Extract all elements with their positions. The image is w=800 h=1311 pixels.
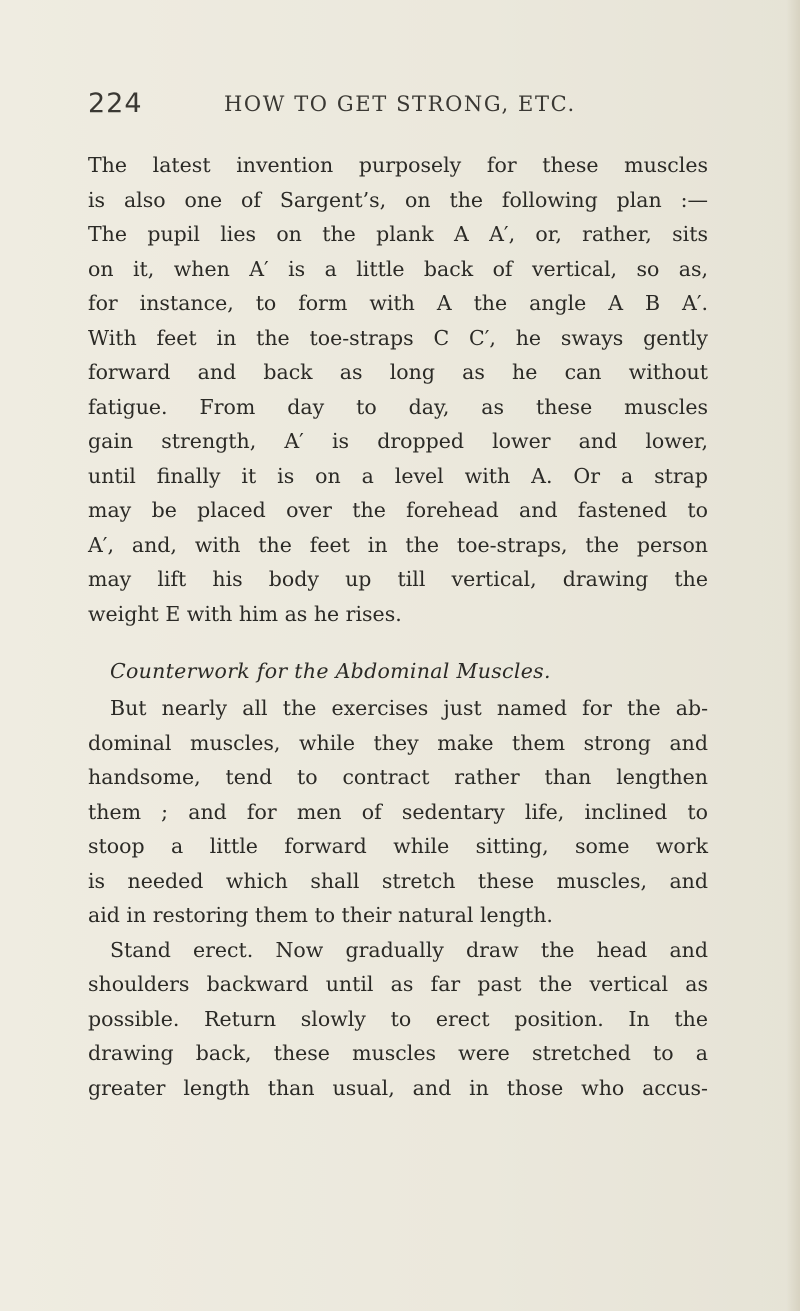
text-line: greater length than usual, and in those who accus- [88, 1075, 708, 1100]
text-line: drawing back, these muscles were stretched to a [88, 1041, 708, 1065]
text-line: on it, when A′ is a little back of vertical, so as, [88, 256, 708, 281]
text-line: may be placed over the forehead and fastened to [88, 498, 708, 522]
page-edge-shadow [786, 0, 800, 1311]
body-text [88, 148, 708, 1105]
text-line: aid in restoring them to their natural length. [88, 903, 553, 927]
text-line: stoop a little forward while sitting, some work [88, 834, 708, 858]
text-line: The pupil lies on the plank A A′, or, rather, sits [88, 222, 708, 246]
text-line: is needed which shall stretch these muscles, and [88, 868, 708, 893]
text-line: for instance, to form with A the angle A B A′. [88, 291, 708, 315]
section-heading: Counterwork for the Abdominal Muscles. [110, 659, 551, 683]
running-head [88, 88, 708, 128]
text-line: handsome, tend to contract rather than lengthen [88, 765, 708, 789]
paragraph-sargent-plank [88, 148, 708, 631]
text-line: gain strength, A′ is dropped lower and lower, [88, 429, 708, 453]
text-line: With feet in the toe-straps C C′, he sways gently [88, 325, 708, 350]
text-line: The latest invention purposely for these muscles [88, 153, 708, 177]
text-line: possible. Return slowly to erect position. In the [88, 1006, 708, 1031]
text-line: Stand erect. Now gradually draw the head and [110, 937, 708, 962]
text-line: dominal muscles, while they make them strong and [88, 730, 708, 755]
text-line: is also one of Sargent’s, on the following plan :— [88, 187, 708, 212]
text-line: fatigue. From day to day, as these muscles [88, 394, 708, 419]
text-line: But nearly all the exercises just named for the ab- [110, 696, 708, 720]
text-line: forward and back as long as he can without [88, 360, 708, 384]
text-line: A′, and, with the feet in the toe-straps, the person [88, 532, 708, 557]
text-line: weight E with him as he rises. [88, 601, 402, 626]
paragraph-counterwork [88, 691, 708, 933]
paragraph-stand-erect [88, 933, 708, 1106]
page-number: 224 [88, 88, 143, 119]
text-line: them ; and for men of sedentary life, inclined to [88, 799, 708, 824]
text-line: may lift his body up till vertical, drawing the [88, 567, 708, 591]
text-line: until finally it is on a level with A. Or a strap [88, 463, 708, 488]
running-title: HOW TO GET STRONG, ETC. [224, 92, 576, 116]
text-line: shoulders backward until as far past the vertical as [88, 972, 708, 996]
